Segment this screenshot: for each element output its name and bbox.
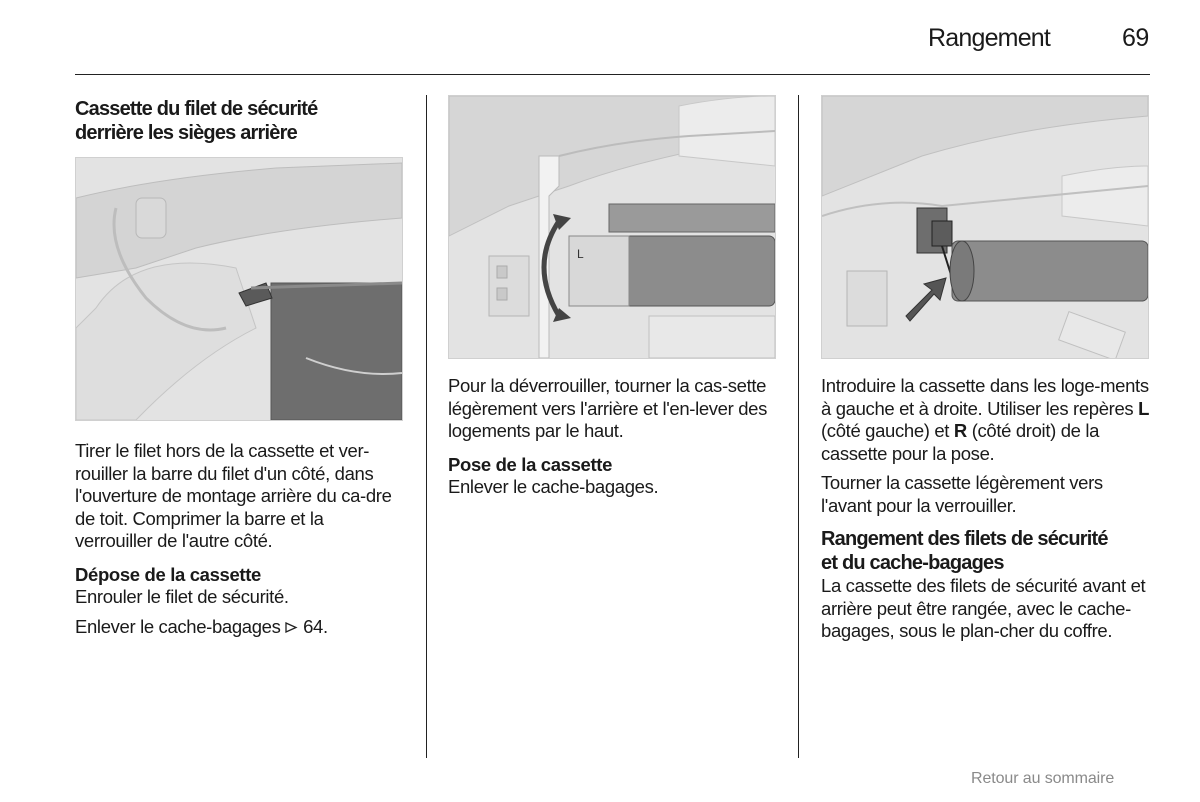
column-1-text: [75, 440, 405, 645]
section-heading-rear-net: [75, 97, 405, 145]
figure-cassette-installation: [821, 95, 1149, 359]
storage-heading-line-2: et du cache-bagages: [821, 552, 1004, 574]
page-number: 69: [1122, 24, 1149, 52]
cassette-installation-illustration: [822, 96, 1148, 358]
section-title: Rangement: [928, 24, 1051, 52]
heading-line-2: derrière les sièges arrière: [75, 122, 297, 144]
subheading-installation: Pose de la cassette: [448, 453, 613, 475]
figure-cassette-removal: [448, 95, 776, 359]
paragraph-lock-cassette: Tourner la cassette légèrement vers l'avant pour la verrouiller.: [821, 472, 1103, 516]
column-3-text: [821, 375, 1151, 650]
paragraph-pull-net: Tirer le filet hors de la cassette et ver-rouiller la barre du filet d'un côté, dans l'ouverture de montage arrière du ca-dre de toit. Comprimer la barre et la verrouiller de l'autre côté.: [75, 440, 392, 551]
heading-line-1: Cassette du filet de sécurité: [75, 98, 318, 120]
paragraph-storage: La cassette des filets de sécurité avant et arrière peut être rangée, avec le cache-bagages, sous le plan-cher du coffre.: [821, 575, 1146, 641]
column-2-text: [448, 375, 778, 506]
cassette-removal-illustration: [449, 96, 775, 358]
paragraph-remove-cover-2: Enlever le cache-bagages.: [448, 476, 659, 497]
paragraph-remove-cover: [75, 616, 405, 639]
column-divider-1: [426, 95, 427, 758]
column-1: [75, 97, 405, 145]
paragraph-insert-cassette: [821, 375, 1151, 465]
safety-net-cassette-illustration: [76, 158, 402, 420]
subheading-removal: Dépose de la cassette: [75, 563, 261, 585]
section-heading-storage: [821, 527, 1151, 575]
remove-cover-text: Enlever le cache-bagages: [75, 615, 281, 637]
arrow-reference-icon[interactable]: [285, 616, 298, 639]
column-divider-2: [798, 95, 799, 758]
insert-text-a: Introduire la cassette dans les loge-ments à gauche et à droite. Utiliser les repères: [821, 375, 1149, 419]
storage-heading-line-1: Rangement des filets de sécurité: [821, 528, 1108, 550]
insert-text-c: (côté droit) de la cassette pour la pose.: [821, 420, 1100, 464]
svg-text:L: L: [577, 247, 584, 261]
marker-l: L: [1138, 397, 1150, 419]
page-reference-link[interactable]: 64.: [303, 615, 328, 637]
figure-safety-net-cassette: [75, 157, 403, 421]
paragraph-unlock: Pour la déverrouiller, tourner la cas-sette légèrement vers l'arrière et l'en-lever des logements par le haut.: [448, 375, 767, 441]
back-to-contents-link[interactable]: Retour au sommaire: [971, 770, 1115, 787]
insert-text-b: (côté gauche) et: [821, 420, 950, 441]
paragraph-roll-net: Enrouler le filet de sécurité.: [75, 586, 289, 607]
header-rule: [75, 74, 1150, 75]
marker-r: R: [953, 420, 967, 441]
